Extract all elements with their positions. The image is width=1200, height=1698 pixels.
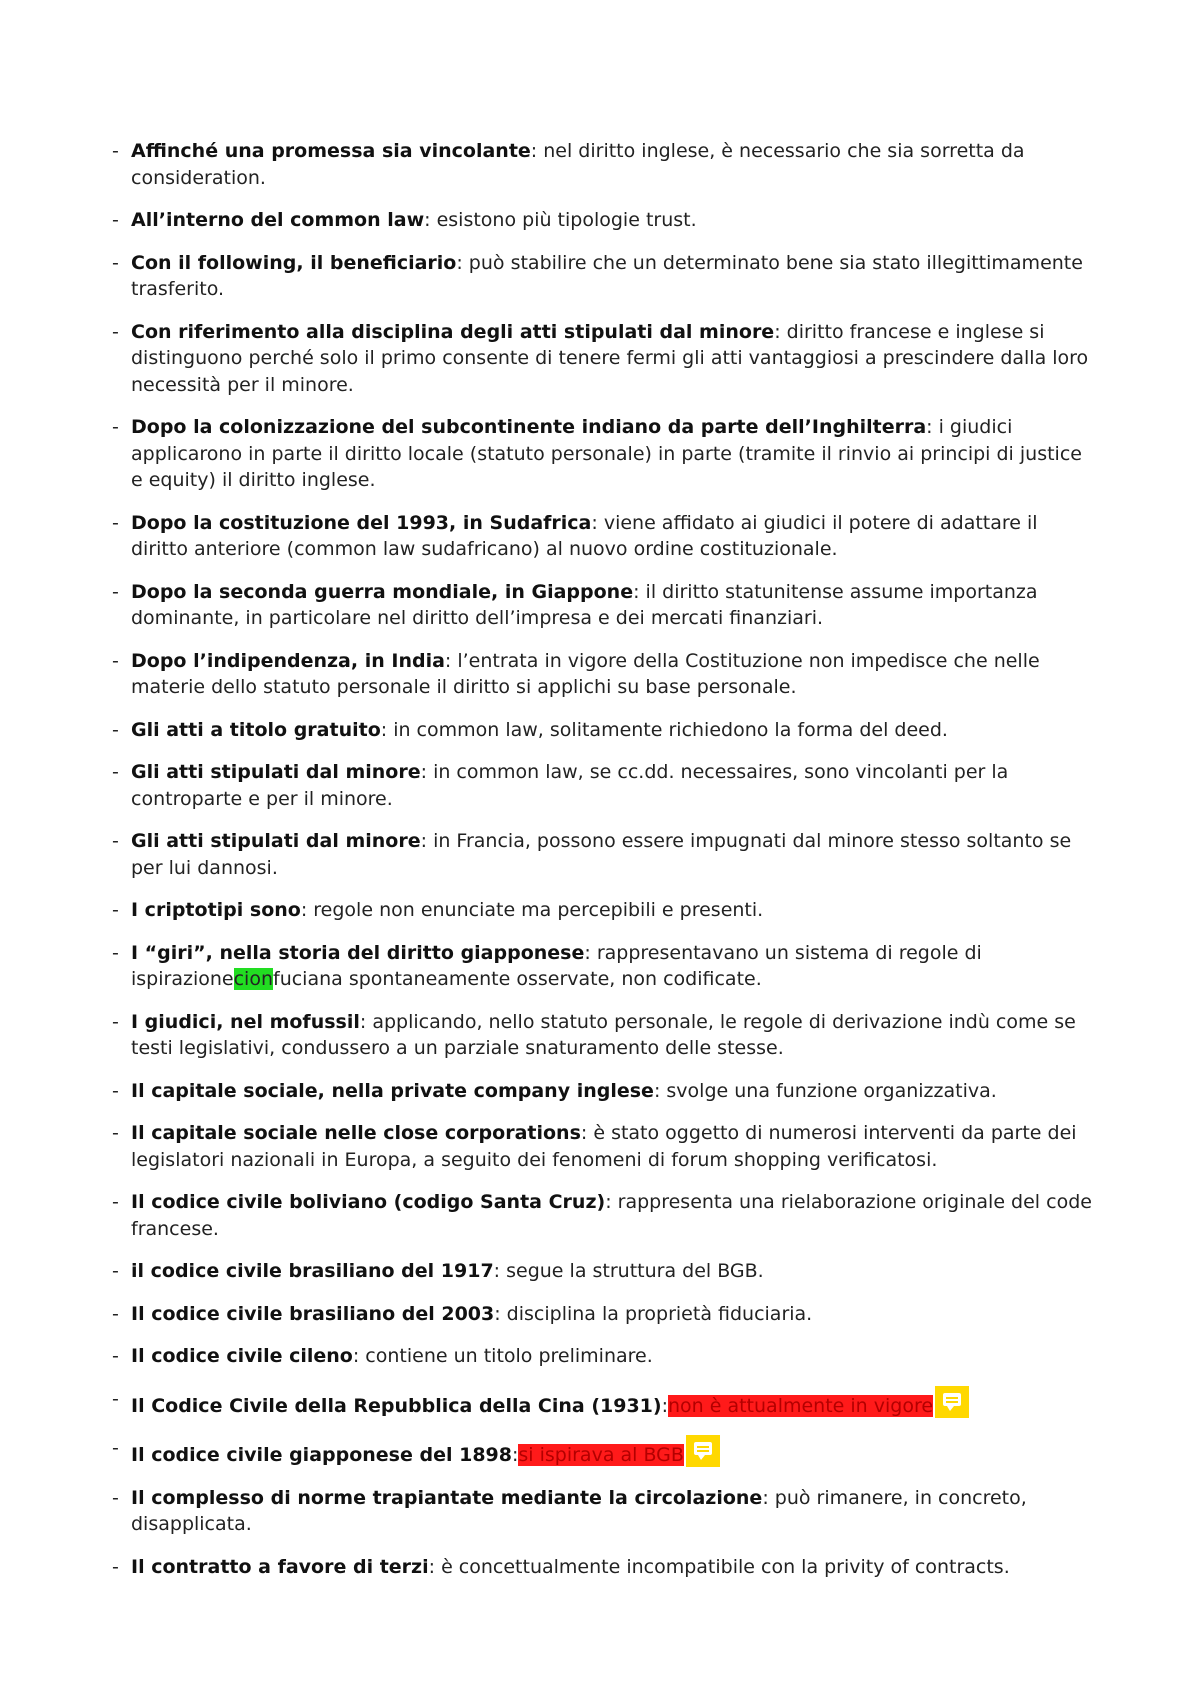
comment-bubble-shape [694, 1442, 712, 1455]
entry-term: I criptotipi sono [131, 899, 301, 921]
entry-definition: è stato oggetto di numerosi interventi da parte dei legislatori nazionali in Europa, a seguito dei fenomeni di forum shopping verificatosi. [131, 1122, 1077, 1171]
entry-definition: rappresenta una rielaborazione originale del code francese. [131, 1191, 1092, 1240]
entry-term: il codice civile brasiliano del 1917 [131, 1260, 494, 1282]
list-dash: - [112, 1191, 119, 1213]
list-item [112, 940, 1092, 993]
list-dash: - [112, 1302, 119, 1325]
entry-separator: : [380, 718, 388, 741]
entry-separator: : [359, 1010, 367, 1033]
entry-term: I giudici, nel mofussil [131, 1010, 360, 1033]
list-item [112, 1189, 1092, 1242]
entry-term: Il codice civile boliviano (codigo Santa Cruz) [131, 1191, 606, 1213]
comment-bubble-tail [947, 1406, 954, 1411]
list-dash: - [112, 209, 119, 231]
entry-separator: : [494, 1302, 501, 1325]
list-dash: - [112, 140, 119, 162]
list-item [112, 579, 1092, 632]
entry-term: I “giri”, nella storia del diritto giapponese [131, 941, 585, 964]
list-dash: - [112, 580, 119, 603]
entry-separator: : [493, 1260, 501, 1282]
entry-definition: contiene un titolo preliminare. [359, 1345, 653, 1367]
comment-icon[interactable] [935, 1386, 969, 1418]
entry-definition: svolge una funzione organizzativa. [660, 1079, 997, 1102]
list-item [112, 648, 1092, 701]
list-item [112, 1554, 1092, 1581]
entry-separator: : [605, 1191, 612, 1213]
entry-separator: : [420, 761, 428, 783]
red-highlight-answer: si ispirava al BGB [518, 1444, 684, 1466]
list-item [112, 828, 1092, 881]
entry-definition: il diritto statunitense assume importanza dominante, in particolare nel diritto dell’impresa e dei mercati finanziari. [131, 580, 1038, 629]
list-item [112, 1258, 1092, 1285]
list-dash: - [112, 718, 119, 741]
list-item [112, 1120, 1092, 1173]
list-item [112, 1078, 1092, 1105]
entry-term: Il contratto a favore di terzi [131, 1555, 429, 1578]
list-item [112, 207, 1092, 234]
entry-separator: : [530, 140, 538, 162]
entry-term: Dopo la seconda guerra mondiale, in Giappone [131, 580, 634, 603]
entry-term: All’interno del common law [131, 209, 425, 231]
entry-separator: : [591, 511, 598, 534]
entry-separator: : [633, 580, 640, 603]
list-dash: - [112, 416, 119, 438]
entry-separator: : [762, 1486, 769, 1509]
list-dash: - [112, 1079, 119, 1102]
list-dash: - [112, 941, 119, 964]
list-dash: - [112, 649, 119, 672]
entry-separator: : [584, 941, 591, 964]
entry-term: Il codice civile giapponese del 1898 [131, 1444, 512, 1466]
entry-term: Dopo la colonizzazione del subcontinente indiano da parte dell’Inghilterra [131, 416, 927, 438]
list-item [112, 1485, 1092, 1538]
entry-definition: in common law, solitamente richiedono la forma del deed. [387, 718, 948, 741]
list-dash: - [112, 761, 119, 783]
entry-definition: i giudici applicarono in parte il diritto locale (statuto personale) in parte (tramite il rinvio ai principi di justice e equity) il diritto inglese. [131, 416, 1082, 491]
list-dash: - [112, 1345, 119, 1367]
entry-separator: : [444, 649, 452, 672]
entry-definition: applicando, nello statuto personale, le regole di derivazione indù come se testi legislativi, condussero a un parziale snaturamento delle stesse. [131, 1010, 1076, 1059]
list-dash: - [112, 899, 119, 921]
entry-separator: : [456, 251, 463, 274]
entry-definition: può stabilire che un determinato bene sia stato illegittimamente trasferito. [131, 251, 1083, 300]
entry-separator: : [428, 1555, 436, 1578]
glossary-list [112, 138, 1092, 1596]
entry-term: Gli atti stipulati dal minore [131, 830, 421, 852]
entry-term: Gli atti stipulati dal minore [131, 761, 421, 783]
list-dash: - [112, 1486, 119, 1509]
entry-term: Il codice civile cileno [131, 1345, 353, 1367]
list-item [112, 717, 1092, 744]
entry-separator: : [580, 1122, 588, 1144]
list-item [112, 1301, 1092, 1328]
entry-term: Con il following, il beneficiario [131, 251, 457, 274]
entry-definition: esistono più tipologie trust. [430, 209, 697, 231]
list-dash: - [112, 1260, 119, 1282]
entry-definition: segue la struttura del BGB. [500, 1260, 764, 1282]
list-dash: - [112, 1122, 119, 1144]
list-dash: - [112, 511, 119, 534]
list-dash: - [112, 251, 119, 274]
entry-definition: regole non enunciate ma percepibili e presenti. [307, 899, 764, 921]
list-item [112, 1386, 1092, 1420]
entry-separator: : [511, 1444, 519, 1466]
entry-definition: è concettualmente incompatibile con la privity of contracts. [435, 1555, 1010, 1578]
entry-term: Il Codice Civile della Repubblica della Cina (1931) [131, 1394, 662, 1417]
entry-separator: : [774, 320, 781, 343]
entry-term: Affinché una promessa sia vincolante [131, 140, 531, 162]
entry-separator: : [661, 1394, 668, 1417]
entry-term: Il capitale sociale, nella private company inglese [131, 1079, 654, 1102]
comment-bubble-tail [698, 1455, 705, 1460]
list-dash: - [112, 1387, 119, 1410]
entry-separator: : [420, 830, 428, 852]
list-item [112, 414, 1092, 494]
entry-definition: disciplina la proprietà fiduciaria. [500, 1302, 813, 1325]
comment-icon[interactable] [686, 1435, 720, 1467]
list-item [112, 759, 1092, 812]
list-item [112, 1435, 1092, 1469]
entry-definition: in common law, se cc.dd. necessaires, sono vincolanti per la controparte e per il minore. [131, 761, 1009, 810]
list-dash: - [112, 1010, 119, 1033]
entry-term: Dopo la costituzione del 1993, in Sudafrica [131, 511, 592, 534]
entry-definition: nel diritto inglese, è necessario che sia sorretta da consideration. [131, 140, 1025, 189]
list-item [112, 319, 1092, 399]
list-item [112, 897, 1092, 924]
entry-definition: l’entrata in vigore della Costituzione non impedisce che nelle materie dello statuto personale il diritto si applichi su base personale. [131, 649, 1040, 698]
entry-definition: può rimanere, in concreto, disapplicata. [131, 1486, 1027, 1535]
entry-definition: in Francia, possono essere impugnati dal minore stesso soltanto se per lui dannosi. [131, 830, 1072, 879]
entry-separator: : [424, 209, 431, 231]
entry-term: Con riferimento alla disciplina degli atti stipulati dal minore [131, 320, 775, 343]
entry-separator: : [300, 899, 308, 921]
entry-definition: rappresentavano un sistema di regole di ispirazione [131, 941, 982, 990]
list-item [112, 138, 1092, 191]
list-item [112, 1009, 1092, 1062]
entry-term: Gli atti a titolo gratuito [131, 718, 381, 741]
list-dash: - [112, 1437, 119, 1459]
entry-term: Il codice civile brasiliano del 2003 [131, 1302, 495, 1325]
list-dash: - [112, 320, 119, 343]
list-item [112, 250, 1092, 303]
list-dash: - [112, 830, 119, 852]
list-item [112, 510, 1092, 563]
green-highlight: cion [233, 968, 273, 990]
entry-separator: : [352, 1345, 360, 1367]
entry-definition: diritto francese e inglese si distinguono perché solo il primo consente di tenere fermi gli atti vantaggiosi a prescindere dalla loro necessità per il minore. [131, 320, 1089, 396]
entry-separator: : [926, 416, 933, 438]
entry-definition: viene affidato ai giudici il potere di adattare il diritto anteriore (common law sudafricano) al nuovo ordine costituzionale. [131, 511, 1038, 560]
entry-term: Dopo l’indipendenza, in India [131, 649, 445, 672]
comment-bubble-shape [943, 1393, 961, 1406]
entry-term: Il complesso di norme trapiantate mediante la circolazione [131, 1486, 763, 1509]
red-highlight-answer: non è attualmente in vigore [667, 1394, 934, 1417]
entry-separator: : [653, 1079, 661, 1102]
list-item [112, 1343, 1092, 1370]
list-dash: - [112, 1555, 119, 1578]
entry-term: Il capitale sociale nelle close corporations [131, 1122, 581, 1144]
entry-definition-continued: fuciana spontaneamente osservate, non codificate. [273, 968, 762, 990]
